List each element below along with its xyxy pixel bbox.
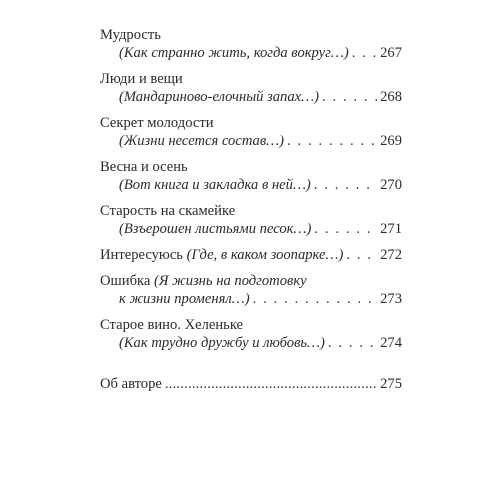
entry-title: Ошибка [100, 273, 151, 289]
dot-leader [328, 334, 377, 352]
toc-entry [100, 272, 402, 308]
entry-subtitle: (Как странно жить, когда вокруг…) [119, 45, 349, 61]
toc-entry [100, 26, 402, 62]
dot-leader [352, 44, 377, 62]
dot-leader [253, 290, 378, 308]
entry-title: Об авторе [100, 376, 162, 392]
entry-subtitle: (Взъерошен листьями песок…) [119, 221, 312, 237]
entry-title: Весна и осень [100, 159, 188, 175]
page-number: 275 [380, 376, 402, 392]
entry-title: Интересуюсь [100, 247, 183, 263]
page-number: 273 [380, 291, 402, 307]
entry-subtitle: (Я жизнь на подготовку [154, 273, 307, 289]
toc-entry-about [100, 375, 402, 393]
dot-leader [322, 88, 377, 106]
page-number: 269 [380, 133, 402, 149]
entry-title: Люди и вещи [100, 71, 183, 87]
entry-subtitle: (Вот книга и закладка в ней…) [119, 177, 311, 193]
page-number: 274 [380, 335, 402, 351]
toc-entry [100, 202, 402, 238]
entry-title: Мудрость [100, 27, 161, 43]
entry-subtitle: к жизни променял…) [119, 291, 250, 307]
entry-subtitle: (Мандариново-елочный запах…) [119, 89, 319, 105]
dot-leader [314, 220, 377, 238]
page-number: 272 [380, 247, 402, 263]
page-number: 271 [380, 221, 402, 237]
entry-subtitle: (Как трудно дружбу и любовь…) [119, 335, 325, 351]
entry-subtitle: (Где, в каком зоопарке…) [186, 247, 344, 263]
page-number: 268 [380, 89, 402, 105]
entry-title: Старое вино. Хеленьке [100, 317, 244, 333]
dot-leader [346, 246, 377, 264]
table-of-contents [100, 26, 402, 393]
entry-title: Секрет молодости [100, 115, 214, 131]
toc-entry [100, 158, 402, 194]
page-number: 267 [380, 45, 402, 61]
dot-leader [314, 176, 377, 194]
toc-entry [100, 114, 402, 150]
entry-subtitle: (Жизни несется состав…) [119, 133, 285, 149]
dot-leader [165, 375, 377, 393]
page-number: 270 [380, 177, 402, 193]
dot-leader [287, 132, 377, 150]
entry-title: Старость на скамейке [100, 203, 236, 219]
toc-entry [100, 70, 402, 106]
toc-entry [100, 246, 402, 264]
section-gap [100, 352, 402, 375]
toc-entry [100, 316, 402, 352]
